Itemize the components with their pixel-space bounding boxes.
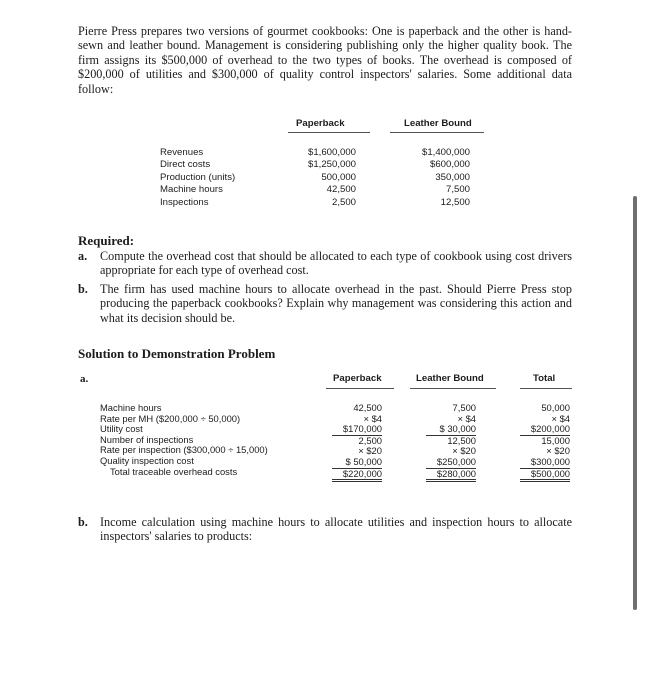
cell: 2,500 (358, 434, 382, 446)
required-part-b (78, 282, 572, 325)
row-label: Number of inspections (100, 433, 194, 445)
row-label: Inspections (160, 196, 209, 208)
header-rule (390, 132, 484, 133)
cell: 7,500 (452, 402, 476, 413)
row-label: Rate per inspection ($300,000 ÷ 15,000) (100, 444, 268, 456)
cell: $250,000 (426, 457, 476, 469)
row-label: Utility cost (100, 423, 143, 435)
cell: 42,500 (326, 184, 356, 196)
cell: 15,000 (541, 434, 570, 446)
cell: $1,400,000 (421, 147, 470, 158)
cell: × $4 (363, 412, 382, 424)
header-rule (410, 388, 496, 389)
part-letter: b. (78, 515, 88, 529)
cell: 2,500 (331, 196, 356, 208)
solution-part-a-label: a. (80, 373, 89, 385)
solution-column-leather-bound (426, 403, 476, 482)
row-label: Rate per MH ($200,000 ÷ 50,000) (100, 412, 241, 424)
solution-column-total (520, 403, 570, 482)
solution-row-labels (100, 403, 268, 477)
required-heading: Required: (78, 233, 135, 248)
column-leather-bound (410, 147, 470, 209)
solution-heading: Solution to Demonstration Problem (78, 346, 276, 361)
cell: $300,000 (520, 457, 570, 469)
problem-intro: Pierre Press prepares two versions of gourmet cookbooks: One is paperback and the other is hand-sewn and leather bound. Management is considering publishing only the higher quality book. The firm assigns its $500,000 of overhead to the two types of books. The overhead is composed of $200,000 of utilities and $300,000 of quality control inspectors' salaries. Some additional data follow: (78, 24, 572, 96)
header-paperback: Paperback (333, 373, 382, 384)
cell: 500,000 (321, 171, 356, 183)
cell: $220,000 (332, 469, 382, 483)
part-text: The firm has used machine hours to allocate overhead in the past. Should Pierre Press stop producing the paperback cookbooks? Explain why management was considering this action and what its decision should be. (100, 282, 572, 325)
header-rule (288, 132, 370, 133)
cell: $1,250,000 (307, 159, 356, 171)
row-label: Machine hours (100, 402, 162, 413)
cell: × $20 (546, 445, 570, 457)
row-labels (160, 147, 235, 209)
row-label: Revenues (160, 147, 204, 158)
header-leather-bound: Leather Bound (404, 118, 472, 129)
part-letter: b. (78, 282, 88, 296)
cell: 42,500 (353, 402, 382, 413)
cell: $280,000 (426, 469, 476, 483)
cell: × $20 (452, 445, 476, 457)
cell: $170,000 (332, 424, 382, 436)
vertical-scrollbar[interactable] (633, 196, 637, 610)
header-rule (326, 388, 394, 389)
cell: 12,500 (440, 196, 470, 208)
header-leather-bound: Leather Bound (416, 373, 484, 384)
cell: $600,000 (429, 159, 470, 171)
row-label: Total traceable overhead costs (110, 465, 238, 477)
cell: $200,000 (520, 424, 570, 436)
cell: 50,000 (541, 402, 570, 413)
cell: × $4 (457, 412, 476, 424)
row-label: Quality inspection cost (100, 454, 194, 466)
row-label: Production (units) (160, 171, 236, 183)
column-paperback (296, 147, 356, 209)
cell: 12,500 (447, 434, 476, 446)
cell: 350,000 (435, 171, 470, 183)
cell: $ 50,000 (332, 457, 382, 469)
solution-column-paperback (332, 403, 382, 482)
part-text: Income calculation using machine hours to allocate utilities and inspection hours to allocate inspectors' salaries to products: (100, 515, 572, 544)
cell: × $20 (358, 445, 382, 457)
cell: 7,500 (445, 184, 470, 196)
required-part-a (78, 249, 572, 278)
solution-part-b (78, 515, 572, 544)
cell: $500,000 (520, 469, 570, 483)
header-paperback: Paperback (296, 118, 345, 129)
header-rule (520, 388, 572, 389)
cell: $ 30,000 (426, 424, 476, 436)
header-total: Total (533, 373, 556, 384)
row-label: Machine hours (160, 184, 223, 196)
part-letter: a. (78, 249, 88, 263)
cell: × $4 (551, 412, 570, 424)
cell: $1,600,000 (307, 147, 356, 158)
row-label: Direct costs (160, 159, 211, 171)
part-text: Compute the overhead cost that should be allocated to each type of cookbook using cost drivers appropriate for each type of overhead cost. (100, 249, 572, 278)
